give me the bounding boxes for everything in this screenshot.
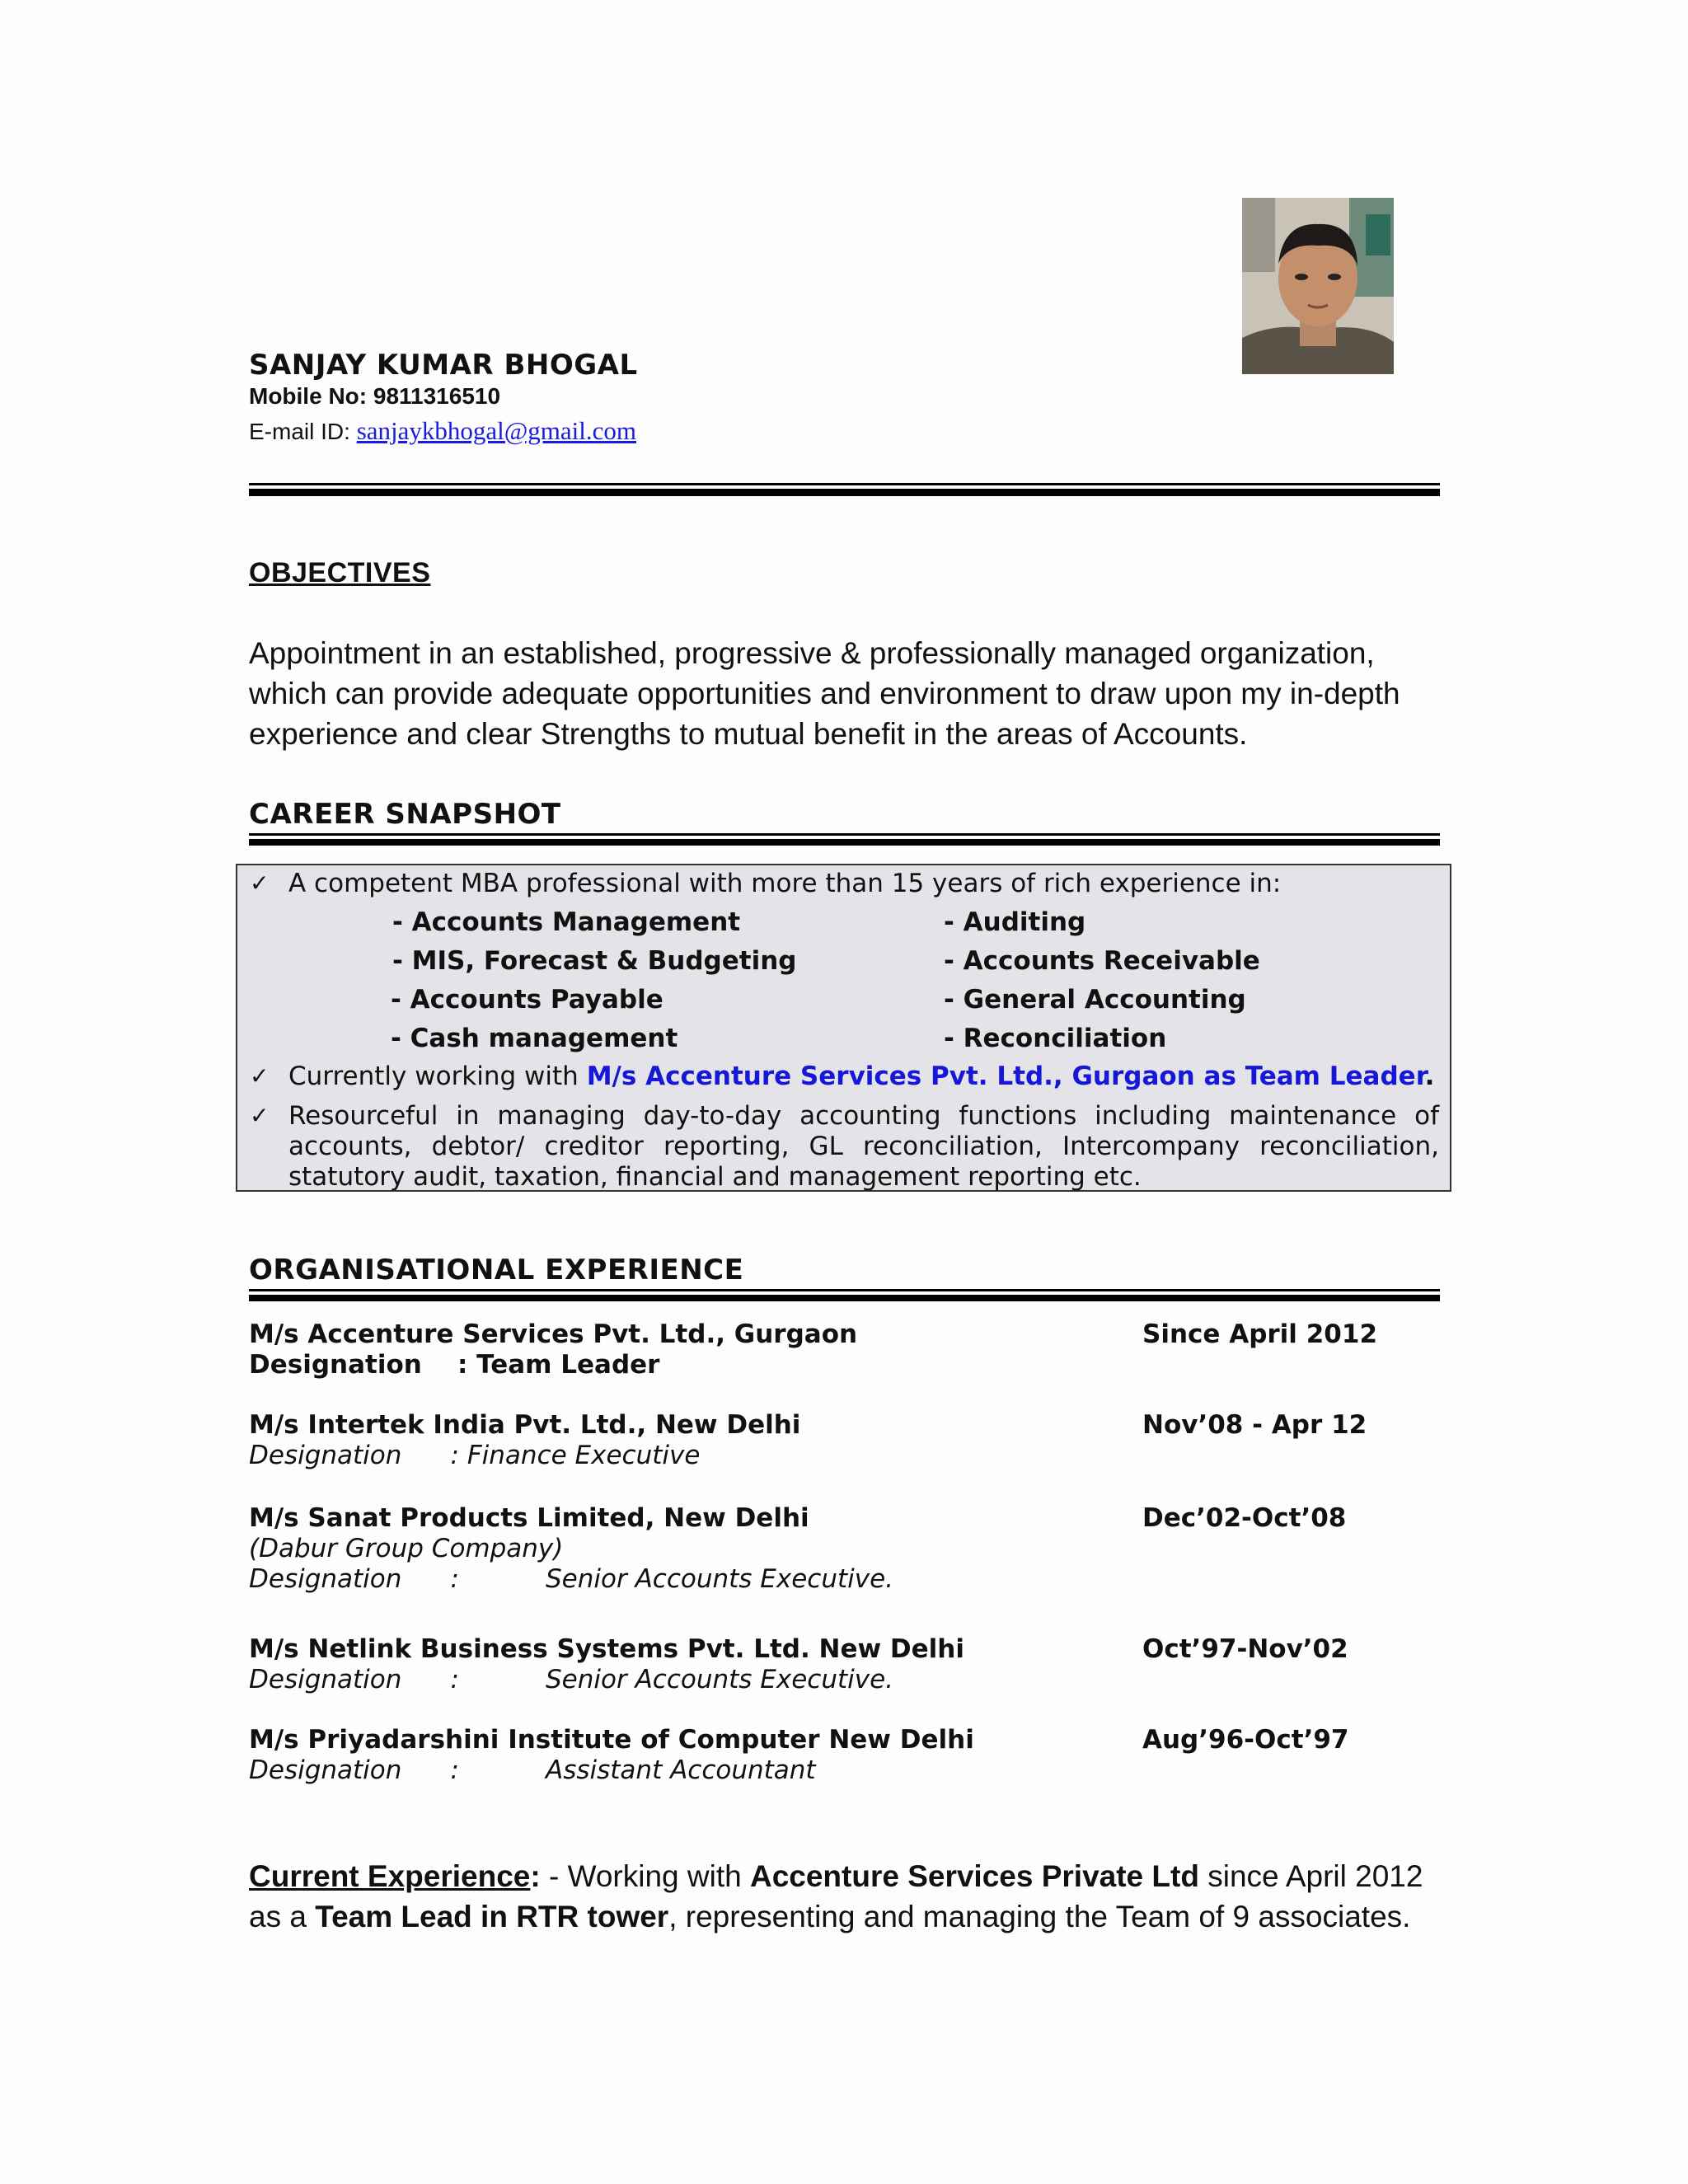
skill-item: - Reconciliation	[944, 1024, 1167, 1053]
experience-divider-thin	[249, 1289, 1440, 1291]
skill-item: - Accounts Receivable	[944, 946, 1260, 976]
job-company: M/s Intertek India Pvt. Ltd., New Delhi	[249, 1410, 801, 1440]
job-designation: Designation : Finance Executive	[249, 1441, 701, 1470]
email-line	[249, 416, 636, 446]
current-experience-colon: :	[530, 1859, 541, 1893]
current-company-name: Accenture Services Private Ltd	[749, 1859, 1199, 1893]
job-date: Dec’02-Oct’08	[1142, 1503, 1347, 1533]
header-divider-thin	[249, 483, 1440, 485]
job-company: M/s Accenture Services Pvt. Ltd., Gurgaon	[249, 1319, 858, 1349]
current-prefix: Currently working with	[288, 1062, 587, 1091]
current-text: - Working with	[540, 1859, 750, 1893]
career-snapshot-heading: CAREER SNAPSHOT	[249, 798, 561, 831]
job-date: Oct’97-Nov’02	[1142, 1634, 1348, 1664]
job-designation-value: Assistant Accountant	[546, 1755, 816, 1785]
portrait-image	[1242, 198, 1394, 374]
checkmark-icon: ✓	[250, 1102, 270, 1129]
job-date: Aug’96-Oct’97	[1142, 1725, 1349, 1755]
mobile-number: Mobile No: 9811316510	[249, 383, 501, 409]
skill-item: - MIS, Forecast & Budgeting	[392, 946, 797, 976]
current-role: Team Lead in RTR tower	[315, 1900, 669, 1933]
experience-divider-thick	[249, 1295, 1440, 1301]
job-designation-value: Senior Accounts Executive.	[546, 1665, 894, 1694]
current-experience-paragraph	[249, 1856, 1461, 1937]
job-date: Since April 2012	[1142, 1319, 1378, 1349]
objective-line: which can provide adequate opportunities and environment to draw upon my in-depth	[249, 677, 1400, 710]
header-divider-thick	[249, 489, 1440, 496]
current-text: , representing and managing the Team of 9 associates.	[668, 1900, 1411, 1933]
candidate-name: SANJAY KUMAR BHOGAL	[249, 349, 638, 382]
snapshot-divider-thin	[249, 833, 1440, 836]
job-designation-value: Senior Accounts Executive.	[546, 1564, 894, 1594]
job-company: M/s Netlink Business Systems Pvt. Ltd. New Delhi	[249, 1634, 964, 1664]
objective-text	[249, 633, 1452, 754]
skill-item: - Auditing	[944, 907, 1086, 937]
email-label: E-mail ID:	[249, 419, 357, 444]
objective-line: experience and clear Strengths to mutual benefit in the areas of Accounts.	[249, 717, 1248, 751]
experience-heading: ORGANISATIONAL EXPERIENCE	[249, 1254, 744, 1286]
job-designation-label: Designation :	[249, 1755, 459, 1785]
job-date: Nov’08 - Apr 12	[1142, 1410, 1367, 1440]
skill-item: - General Accounting	[944, 985, 1246, 1015]
current-company: M/s Accenture Services Pvt. Ltd., Gurgaon as Team Leader	[586, 1062, 1425, 1091]
job-company: M/s Sanat Products Limited, New Delhi	[249, 1503, 809, 1533]
job-designation-label: Designation :	[249, 1665, 459, 1694]
resourceful-text: Resourceful in managing day-to-day accounting functions including maintenance of accounts, debtor/ creditor reporting, GL reconciliation, Intercompany reconciliation, statutory audit, taxation, financial and management reporting etc.	[288, 1101, 1439, 1192]
job-designation: Designation : Team Leader	[249, 1350, 660, 1380]
current-experience-label: Current Experience	[249, 1859, 531, 1893]
job-note: (Dabur Group Company)	[249, 1534, 564, 1563]
current-text: since April 2012 as a	[249, 1859, 1432, 1933]
objective-line: Appointment in an established, progressive & professionally managed organization,	[249, 636, 1375, 670]
skill-item: - Cash management	[391, 1024, 678, 1053]
profile-photo	[1242, 198, 1394, 374]
checkmark-icon: ✓	[250, 1062, 270, 1090]
checkmark-icon: ✓	[250, 869, 270, 897]
current-employment-line	[288, 1062, 1434, 1091]
skill-item: - Accounts Payable	[391, 985, 663, 1015]
skill-item: - Accounts Management	[392, 907, 741, 937]
objectives-heading: OBJECTIVES	[249, 557, 431, 588]
job-designation-label: Designation :	[249, 1564, 459, 1594]
snapshot-divider-thick	[249, 839, 1440, 846]
snapshot-intro: A competent MBA professional with more than 15 years of rich experience in:	[288, 869, 1282, 898]
current-suffix: .	[1424, 1062, 1435, 1091]
email-link[interactable]: sanjaykbhogal@gmail.com	[356, 416, 637, 445]
job-company: M/s Priyadarshini Institute of Computer New Delhi	[249, 1725, 974, 1755]
